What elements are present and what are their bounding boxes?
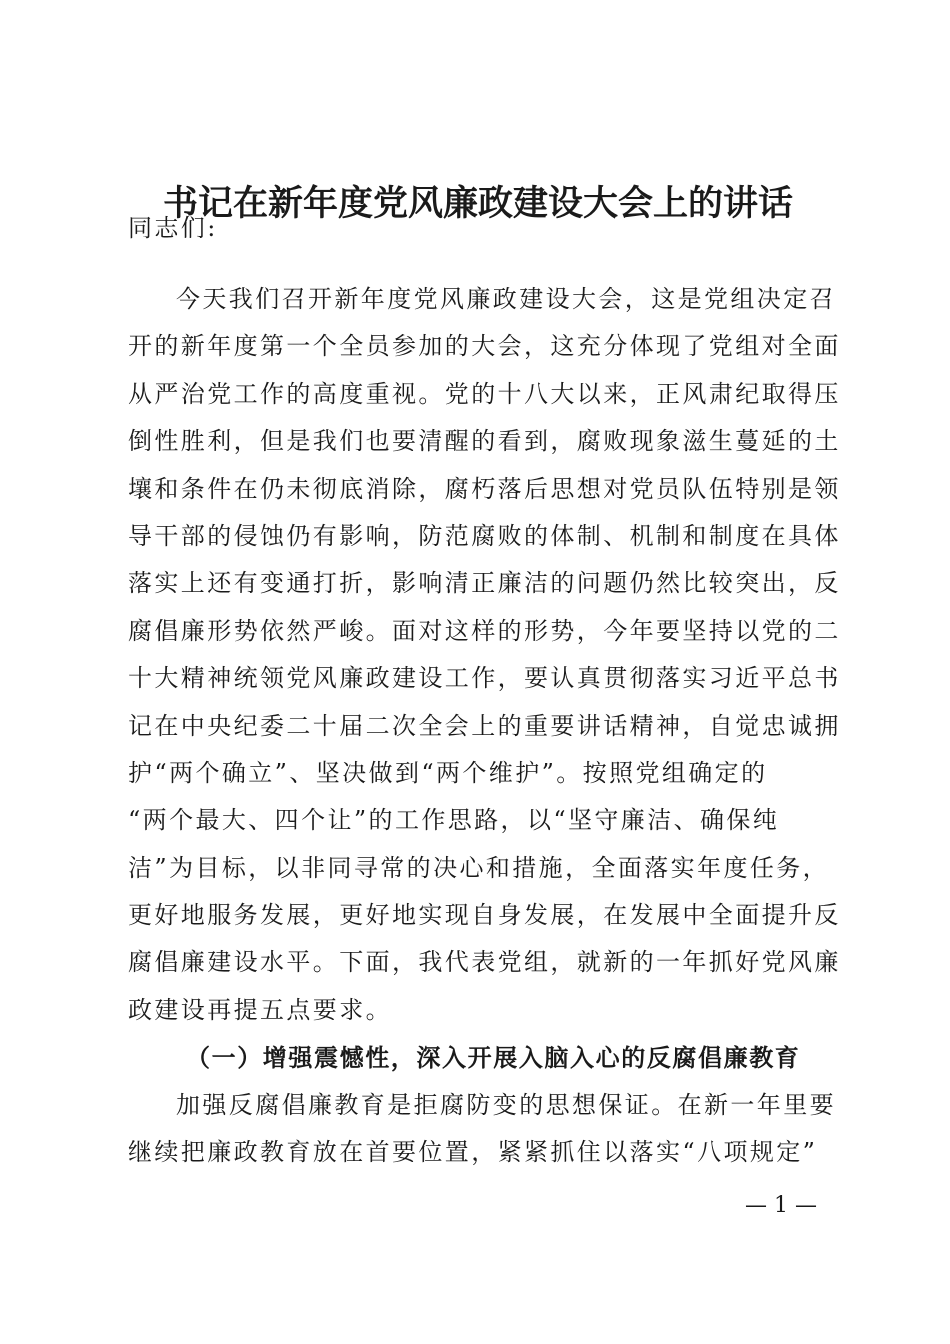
paragraph-line-6: 导干部的侵蚀仍有影响，防范腐败的体制、机制和制度在具体 [128, 521, 841, 550]
paragraph-line-9: 十大精神统领党风廉政建设工作，要认真贯彻落实习近平总书 [128, 664, 841, 693]
section-line-1: 加强反腐倡廉教育是拒腐防变的思想保证。在新一年里要 [176, 1090, 836, 1119]
paragraph-line-5: 壤和条件在仍未彻底消除，腐朽落后思想对党员队伍特别是领 [128, 474, 841, 503]
salutation: 同志们: [128, 214, 218, 242]
page-number: — 1 — [745, 1193, 817, 1218]
paragraph-line-8: 腐倡廉形势依然严峻。面对这样的形势，今年要坚持以党的二 [128, 616, 841, 645]
paragraph-line-11: 护“两个确立”、坚决做到“两个维护”。按照党组确定的 [128, 758, 768, 787]
document-body [128, 205, 841, 1176]
paragraph-line-4: 倒性胜利，但是我们也要清醒的看到，腐败现象滋生蔓延的土 [128, 427, 841, 456]
paragraph-line-15: 腐倡廉建设水平。下面，我代表党组，就新的一年抓好党风廉 [128, 948, 841, 977]
paragraph-line-1: 今天我们召开新年度党风廉政建设大会，这是党组决定召 [176, 285, 836, 313]
section-heading: （一）增强震憾性，深入开展入脑入心的反腐倡廉教育 [186, 1043, 801, 1073]
paragraph-line-13: 洁”为目标，以非同寻常的决心和措施，全面落实年度任务， [128, 853, 830, 882]
paragraph-line-2: 开的新年度第一个全员参加的大会，这充分体现了党组对全面 [128, 332, 841, 361]
paragraph-line-3: 从严治党工作的高度重视。党的十八大以来，正风肃纪取得压 [128, 379, 841, 408]
paragraph-line-14: 更好地服务发展，更好地实现自身发展，在发展中全面提升反 [128, 901, 841, 930]
section-line-2: 继续把廉政教育放在首要位置，紧紧抓住以落实“八项规定” [128, 1138, 818, 1167]
paragraph-line-7: 落实上还有变通打折，影响清正廉洁的问题仍然比较突出，反 [128, 569, 841, 598]
paragraph-line-10: 记在中央纪委二十届二次全会上的重要讲话精神，自觉忠诚拥 [128, 711, 841, 740]
paragraph-line-16: 政建设再提五点要求。 [128, 995, 392, 1024]
paragraph-line-12: “两个最大、四个让”的工作思路，以“坚守廉洁、确保纯 [128, 806, 780, 835]
document-title: 书记在新年度党风廉政建设大会上的讲话 [162, 183, 793, 224]
